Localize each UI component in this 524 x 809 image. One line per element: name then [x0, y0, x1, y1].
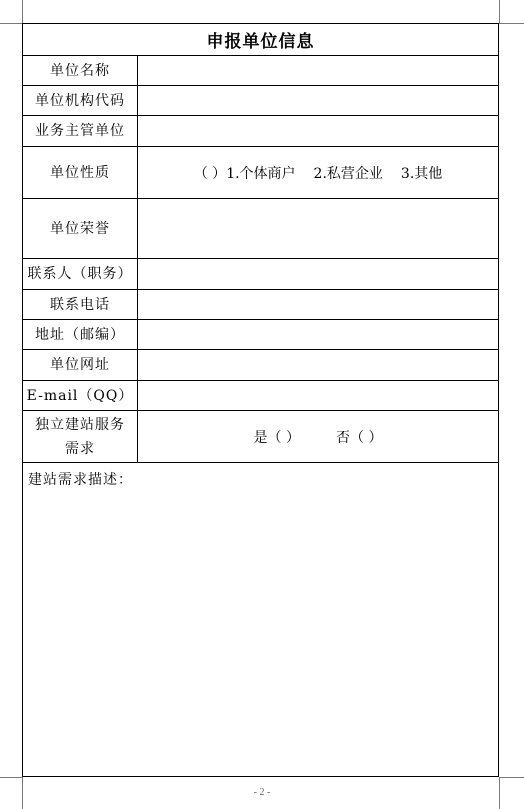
site-need-no[interactable]: 否（ ）	[336, 429, 383, 446]
address-label: 地址（邮编）	[23, 320, 138, 349]
phone-field[interactable]	[138, 290, 498, 319]
supervisor-field[interactable]	[138, 116, 498, 146]
unit-nature-field[interactable]	[138, 147, 498, 198]
honors-label: 单位荣誉	[23, 199, 138, 258]
row-honors	[23, 199, 498, 259]
crop-mark-top-right-h	[499, 23, 524, 24]
nature-bracket[interactable]: （ ）	[193, 165, 227, 182]
application-form-table	[22, 23, 499, 777]
site-need-field[interactable]	[138, 411, 498, 462]
unit-nature-label: 单位性质	[23, 147, 138, 198]
row-address	[23, 320, 498, 350]
row-phone	[23, 290, 498, 320]
nature-option-private: 2.私营企业	[313, 165, 383, 182]
address-field[interactable]	[138, 320, 498, 349]
row-unit-name	[23, 56, 498, 86]
row-unit-nature	[23, 147, 498, 199]
row-contact	[23, 259, 498, 290]
row-email	[23, 381, 498, 411]
row-supervisor	[23, 116, 498, 147]
email-field[interactable]	[138, 381, 498, 410]
crop-mark-top-left-v	[22, 0, 23, 23]
website-label: 单位网址	[23, 350, 138, 380]
unit-name-field[interactable]	[138, 56, 498, 85]
description-field[interactable]	[23, 489, 498, 776]
nature-option-other: 3.其他	[400, 165, 443, 182]
crop-mark-bottom-left-h	[0, 777, 22, 778]
site-need-yes[interactable]: 是（ ）	[253, 429, 300, 446]
crop-mark-top-left-h	[0, 23, 22, 24]
crop-mark-top-right-v	[499, 0, 500, 23]
row-org-code	[23, 86, 498, 116]
row-website	[23, 350, 498, 381]
description-label: 建站需求描述：	[28, 472, 133, 488]
unit-name-label: 单位名称	[23, 56, 138, 85]
site-need-label: 独立建站服务需求	[23, 411, 138, 462]
form-title: 申报单位信息	[23, 24, 498, 56]
org-code-field[interactable]	[138, 86, 498, 115]
page-number: - 2 -	[253, 787, 271, 798]
row-site-need	[23, 411, 498, 463]
supervisor-label: 业务主管单位	[23, 116, 138, 146]
email-label: E-mail（QQ）	[23, 381, 138, 410]
phone-label: 联系电话	[23, 290, 138, 319]
website-field[interactable]	[138, 350, 498, 380]
contact-field[interactable]	[138, 259, 498, 289]
nature-option-individual: 1.个体商户	[226, 165, 296, 182]
org-code-label: 单位机构代码	[23, 86, 138, 115]
row-description	[23, 463, 498, 776]
contact-label: 联系人（职务）	[23, 259, 138, 289]
crop-mark-bottom-right-h	[499, 777, 524, 778]
honors-field[interactable]	[138, 199, 498, 258]
